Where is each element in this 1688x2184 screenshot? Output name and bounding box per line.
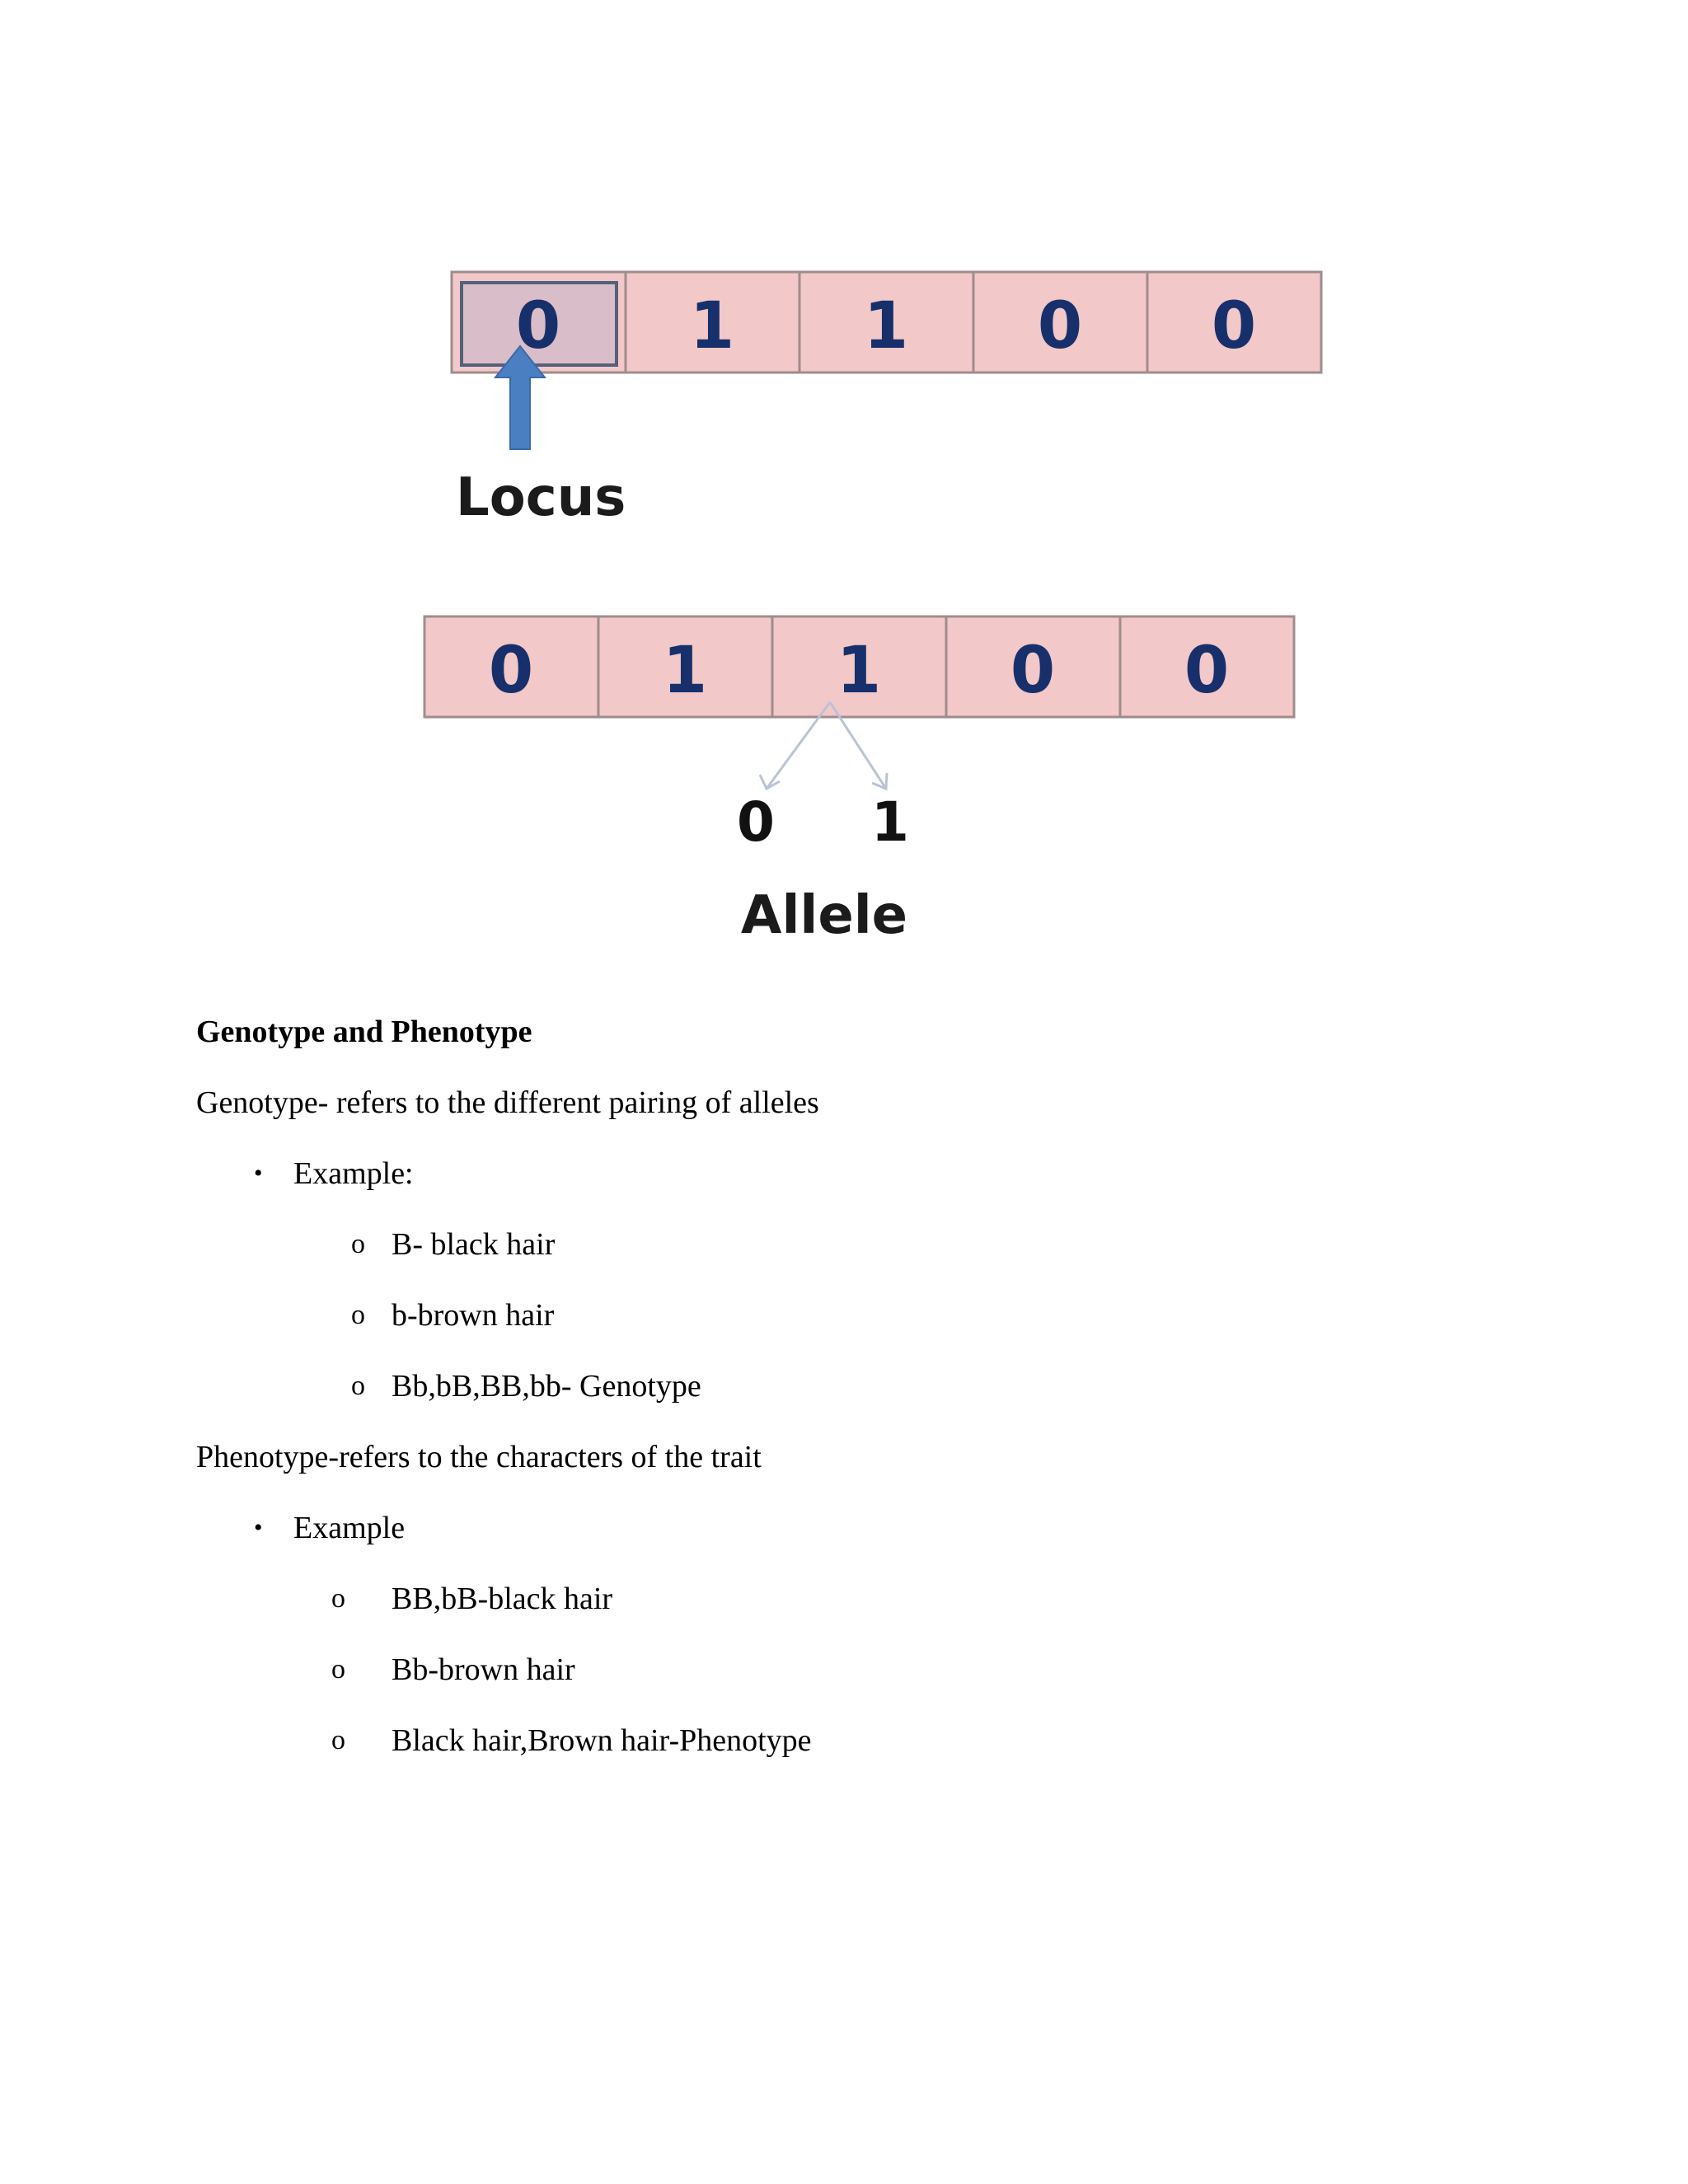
sub-bullet-icon: o xyxy=(351,1229,365,1259)
chromosome-bottom-digit-3: 0 xyxy=(1010,634,1056,708)
chromosome-top xyxy=(452,272,1321,373)
genotype-item-1: B- black hair xyxy=(392,1227,556,1262)
chromosome-top-digit-1: 1 xyxy=(689,289,735,363)
sub-bullet-icon: o xyxy=(331,1725,345,1755)
chromosome-bottom-digit-0: 0 xyxy=(488,634,534,708)
figure-canvas xyxy=(0,0,1688,989)
phenotype-definition: Phenotype-refers to the characters of the trait xyxy=(196,1440,762,1474)
sub-bullet-icon: o xyxy=(331,1654,345,1685)
chromosome-bottom xyxy=(424,616,1294,717)
phenotype-item-1: BB,bB-black hair xyxy=(392,1582,613,1616)
genotype-item-2: b-brown hair xyxy=(392,1298,555,1333)
chromosome-bottom-digit-1: 1 xyxy=(662,634,708,708)
chromosome-bottom-digit-2: 1 xyxy=(836,634,882,708)
allele-value-0: 0 xyxy=(737,790,775,854)
phenotype-example-label: Example xyxy=(293,1511,406,1545)
bullet-icon: • xyxy=(254,1514,263,1541)
sub-bullet-icon: o xyxy=(351,1300,365,1330)
section-heading: Genotype and Phenotype xyxy=(196,1015,532,1049)
chromosome-top-digit-3: 0 xyxy=(1037,289,1083,363)
genotype-example-label: Example: xyxy=(293,1156,414,1191)
sub-bullet-icon: o xyxy=(351,1371,365,1401)
chromosome-bottom-digit-4: 0 xyxy=(1184,634,1230,708)
sub-bullet-icon: o xyxy=(331,1583,345,1614)
genotype-item-3: Bb,bB,BB,bb- Genotype xyxy=(392,1369,701,1404)
chromosome-top-digit-2: 1 xyxy=(863,289,909,363)
genetics-figure xyxy=(0,0,1688,989)
phenotype-item-3: Black hair,Brown hair-Phenotype xyxy=(392,1723,812,1758)
bullet-icon: • xyxy=(254,1160,263,1187)
phenotype-item-2: Bb-brown hair xyxy=(392,1652,575,1687)
chromosome-top-digit-0: 0 xyxy=(515,289,561,363)
genotype-definition: Genotype- refers to the different pairing of alleles xyxy=(196,1085,819,1120)
chromosome-top-digit-4: 0 xyxy=(1211,289,1257,363)
allele-label: Allele xyxy=(740,885,908,946)
locus-label: Locus xyxy=(456,467,626,528)
allele-value-1: 1 xyxy=(871,790,909,854)
